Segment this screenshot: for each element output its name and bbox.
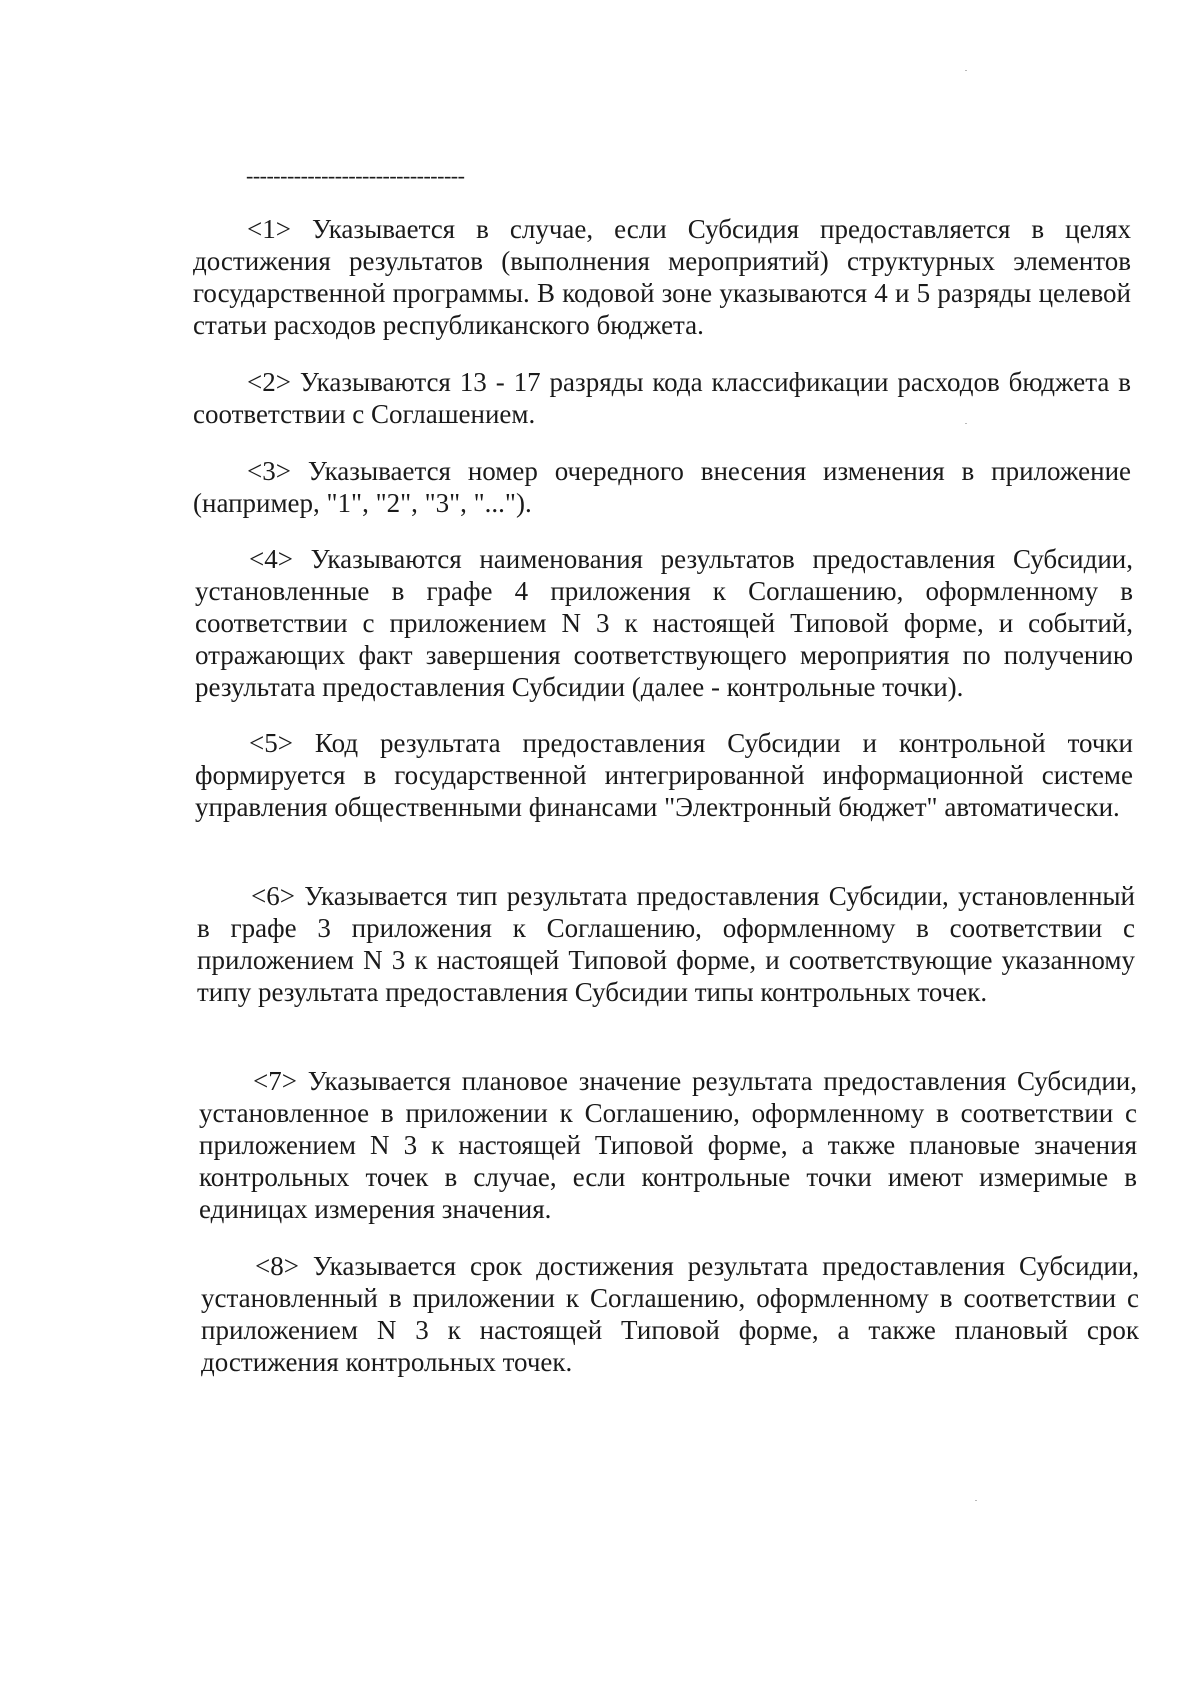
scan-speck xyxy=(965,70,967,71)
footnote-3: <3> Указывается номер очередного внесения изменения в приложение (например, "1", "2", "3", "..."). xyxy=(193,456,1131,518)
scan-speck xyxy=(965,423,967,424)
footnote-1: <1> Указывается в случае, если Субсидия предоставляется в целях достижения результатов (выполнения мероприятий) структурных элементов государственной программы. В кодовой зоне указываются 4 и 5 разряды целевой статьи расходов республиканского бюджета. xyxy=(193,214,1131,340)
footnote-5: <5> Код результата предоставления Субсидии и контрольной точки формируется в государственной интегрированной информационной системе управления общественными финансами "Электронный бюджет" автоматически. xyxy=(195,728,1133,822)
footnote-separator: -------------------------------- xyxy=(246,163,465,188)
footnote-8: <8> Указывается срок достижения результата предоставления Субсидии, установленный в приложении к Соглашению, оформленному в соответствии с приложением N 3 к настоящей Типовой форме, а также плановый срок достижения контрольных точек. xyxy=(201,1251,1139,1377)
footnote-4: <4> Указываются наименования результатов предоставления Субсидии, установленные в графе 4 приложения к Соглашению, оформленному в соответствии с приложением N 3 к настоящей Типовой форме, и событий, отражающих факт завершения соответствующего мероприятия по получению результата предоставления Субсидии (далее - контрольные точки). xyxy=(195,544,1133,702)
footnote-7: <7> Указывается плановое значение результата предоставления Субсидии, установленное в приложении к Соглашению, оформленному в соответствии с приложением N 3 к настоящей Типовой форме, а также плановые значения контрольных точек в случае, если контрольные точки имеют измеримые в единицах измерения значения. xyxy=(199,1066,1137,1224)
scan-speck xyxy=(975,1500,977,1501)
footnote-2: <2> Указываются 13 - 17 разряды кода классификации расходов бюджета в соответствии с Соглашением. xyxy=(193,367,1131,429)
footnote-6: <6> Указывается тип результата предоставления Субсидии, установленный в графе 3 приложения к Соглашению, оформленному в соответствии с приложением N 3 к настоящей Типовой форме, и соответствующие указанному типу результата предоставления Субсидии типы контрольных точек. xyxy=(197,881,1135,1007)
